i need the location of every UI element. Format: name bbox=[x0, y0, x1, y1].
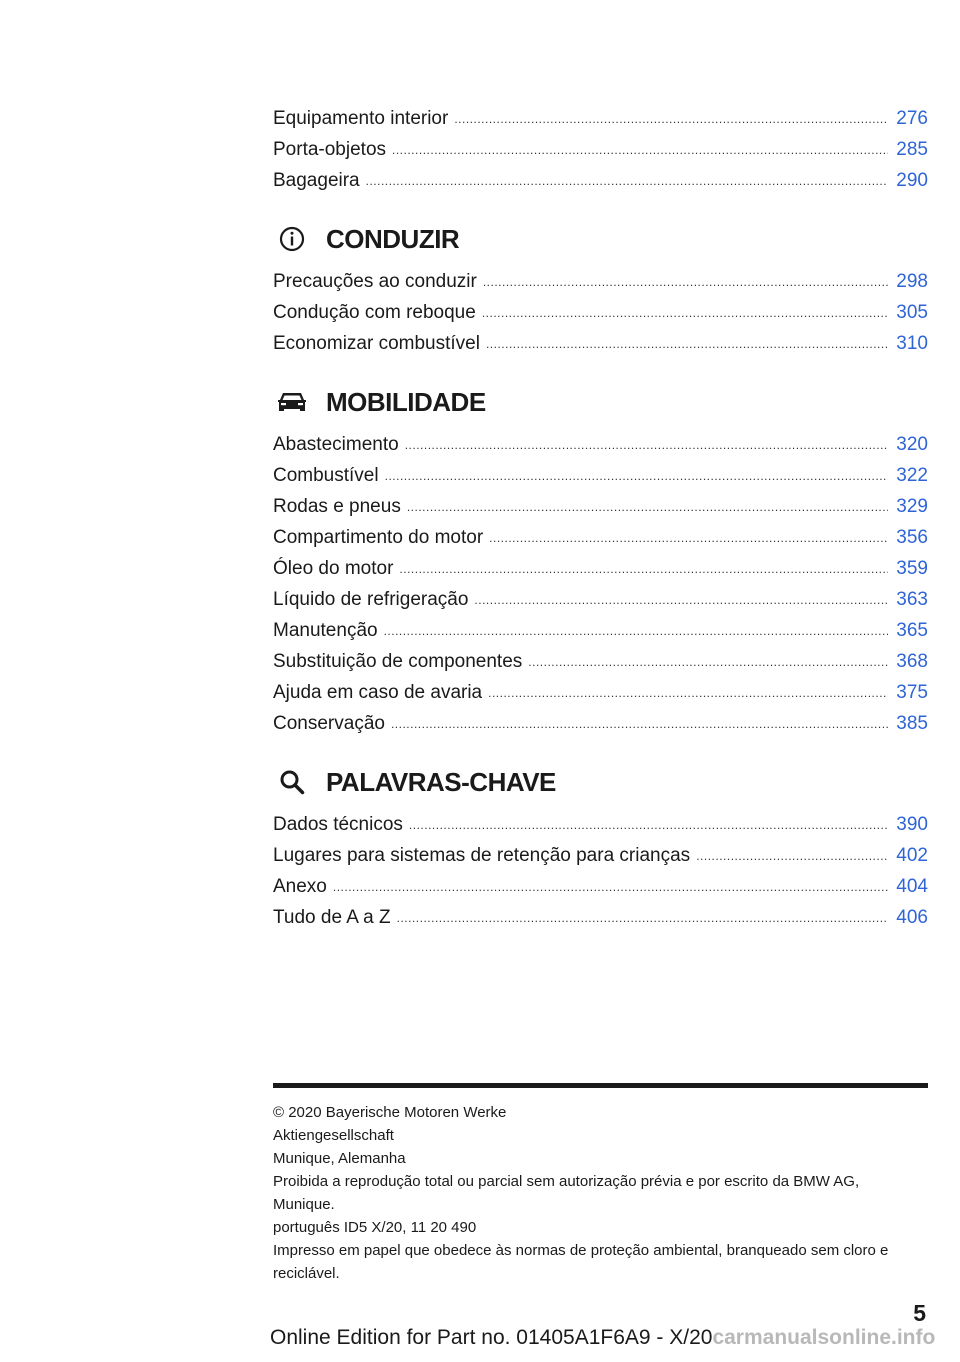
edition-text: Online Edition for Part no. 01405A1F6A9 - X/20 bbox=[270, 1326, 713, 1349]
toc-entry-title: Bagageira bbox=[273, 170, 360, 191]
toc-entry[interactable] bbox=[273, 584, 928, 615]
toc-entry-page-link[interactable]: 359 bbox=[896, 558, 928, 579]
imprint bbox=[273, 1101, 928, 1285]
toc-entry[interactable] bbox=[273, 871, 928, 902]
toc-entry-title: Tudo de A a Z bbox=[273, 907, 391, 928]
toc-entry-title: Anexo bbox=[273, 876, 327, 897]
dot-leader bbox=[384, 614, 888, 647]
toc-entry-page-link[interactable]: 368 bbox=[896, 651, 928, 672]
toc-entry[interactable] bbox=[273, 553, 928, 584]
toc-entry-page-link[interactable]: 356 bbox=[896, 527, 928, 548]
toc-entry-page-link[interactable]: 375 bbox=[896, 682, 928, 703]
toc-entry-title: Equipamento interior bbox=[273, 108, 449, 129]
info-icon bbox=[273, 226, 311, 252]
toc-entry-title: Precauções ao conduzir bbox=[273, 271, 477, 292]
toc-entry[interactable] bbox=[273, 297, 928, 328]
toc-entry[interactable] bbox=[273, 677, 928, 708]
toc-entry-title: Líquido de refrigeração bbox=[273, 589, 469, 610]
toc-entry[interactable] bbox=[273, 646, 928, 677]
toc-entry-title: Economizar combustível bbox=[273, 333, 480, 354]
imprint-line: português ID5 X/20, 11 20 490 bbox=[273, 1219, 477, 1236]
dot-leader bbox=[409, 808, 888, 841]
toc-entry[interactable] bbox=[273, 902, 928, 933]
dot-leader bbox=[385, 459, 888, 492]
toc-entry[interactable] bbox=[273, 460, 928, 491]
toc-entry-page-link[interactable]: 285 bbox=[896, 139, 928, 160]
section-title: PALAVRAS-CHAVE bbox=[326, 766, 556, 797]
toc-entry-title: Substituição de componentes bbox=[273, 651, 523, 672]
toc-entry[interactable] bbox=[273, 266, 928, 297]
toc-entry[interactable] bbox=[273, 134, 928, 165]
toc-entry-title: Condução com reboque bbox=[273, 302, 476, 323]
toc-entry-page-link[interactable]: 276 bbox=[896, 108, 928, 129]
toc-entry[interactable] bbox=[273, 491, 928, 522]
table-of-contents bbox=[273, 103, 928, 933]
car-icon bbox=[273, 390, 311, 414]
toc-entry-page-link[interactable]: 305 bbox=[896, 302, 928, 323]
toc-entry-title: Dados técnicos bbox=[273, 814, 403, 835]
imprint-line: Aktiengesellschaft bbox=[273, 1127, 394, 1144]
toc-entry-title: Lugares para sistemas de retenção para crianças bbox=[273, 845, 691, 866]
search-icon bbox=[273, 769, 311, 795]
toc-entry[interactable] bbox=[273, 615, 928, 646]
imprint-line: reciclável. bbox=[273, 1265, 340, 1282]
toc-entry-page-link[interactable]: 390 bbox=[896, 814, 928, 835]
toc-entry[interactable] bbox=[273, 429, 928, 460]
imprint-line: Proibida a reprodução total ou parcial sem autorização prévia e por escrito da BMW AG, bbox=[273, 1173, 860, 1190]
imprint-line: Munique. bbox=[273, 1196, 335, 1213]
toc-entry-title: Conservação bbox=[273, 713, 385, 734]
dot-leader bbox=[696, 839, 888, 872]
toc-entry-title: Rodas e pneus bbox=[273, 496, 401, 517]
dot-leader bbox=[482, 296, 888, 329]
dot-leader bbox=[405, 428, 888, 461]
toc-entry-page-link[interactable]: 320 bbox=[896, 434, 928, 455]
dot-leader bbox=[397, 901, 888, 934]
page-number: 5 bbox=[913, 1300, 926, 1326]
dot-leader bbox=[483, 265, 888, 298]
dot-leader bbox=[391, 707, 888, 740]
section-title: MOBILIDADE bbox=[326, 386, 486, 417]
dot-leader bbox=[488, 676, 888, 709]
toc-entry[interactable] bbox=[273, 165, 928, 196]
dot-leader bbox=[486, 327, 888, 360]
toc-entry[interactable] bbox=[273, 840, 928, 871]
dot-leader bbox=[392, 133, 888, 166]
toc-entry-page-link[interactable]: 363 bbox=[896, 589, 928, 610]
toc-entry-page-link[interactable]: 365 bbox=[896, 620, 928, 641]
toc-entry-title: Óleo do motor bbox=[273, 558, 394, 579]
dot-leader bbox=[528, 645, 888, 678]
toc-entry-title: Manutenção bbox=[273, 620, 378, 641]
toc-entry-title: Combustível bbox=[273, 465, 379, 486]
dot-leader bbox=[399, 552, 888, 585]
toc-entry-title: Compartimento do motor bbox=[273, 527, 484, 548]
toc-entry[interactable] bbox=[273, 103, 928, 134]
section-title: CONDUZIR bbox=[326, 223, 460, 254]
toc-entry-page-link[interactable]: 310 bbox=[896, 333, 928, 354]
dot-leader bbox=[333, 870, 888, 903]
toc-entry-page-link[interactable]: 290 bbox=[896, 170, 928, 191]
toc-entry[interactable] bbox=[273, 708, 928, 739]
toc-entry-page-link[interactable]: 404 bbox=[896, 876, 928, 897]
imprint-line: Impresso em papel que obedece às normas de proteção ambiental, branqueado sem cloro e bbox=[273, 1242, 889, 1259]
dot-leader bbox=[454, 102, 888, 135]
toc-entry[interactable] bbox=[273, 328, 928, 359]
toc-entry-page-link[interactable]: 329 bbox=[896, 496, 928, 517]
dot-leader bbox=[407, 490, 888, 523]
section-heading-conduzir bbox=[273, 218, 928, 260]
toc-entry-title: Abastecimento bbox=[273, 434, 399, 455]
imprint-line: Munique, Alemanha bbox=[273, 1150, 406, 1167]
toc-entry-title: Ajuda em caso de avaria bbox=[273, 682, 483, 703]
imprint-line: © 2020 Bayerische Motoren Werke bbox=[273, 1104, 507, 1121]
watermark: carmanualsonline.info bbox=[712, 1326, 936, 1349]
divider-rule bbox=[273, 1083, 928, 1088]
toc-entry-page-link[interactable]: 298 bbox=[896, 271, 928, 292]
toc-entry[interactable] bbox=[273, 522, 928, 553]
dot-leader bbox=[474, 583, 888, 616]
dot-leader bbox=[366, 164, 888, 197]
section-heading-palavras-chave bbox=[273, 761, 928, 803]
toc-entry-page-link[interactable]: 406 bbox=[896, 907, 928, 928]
dot-leader bbox=[489, 521, 888, 554]
toc-entry-page-link[interactable]: 322 bbox=[896, 465, 928, 486]
footer bbox=[270, 1326, 935, 1350]
toc-entry-page-link[interactable]: 385 bbox=[896, 713, 928, 734]
toc-entry-page-link[interactable]: 402 bbox=[896, 845, 928, 866]
toc-entry-title: Porta-objetos bbox=[273, 139, 387, 160]
toc-entry[interactable] bbox=[273, 809, 928, 840]
section-heading-mobilidade bbox=[273, 381, 928, 423]
